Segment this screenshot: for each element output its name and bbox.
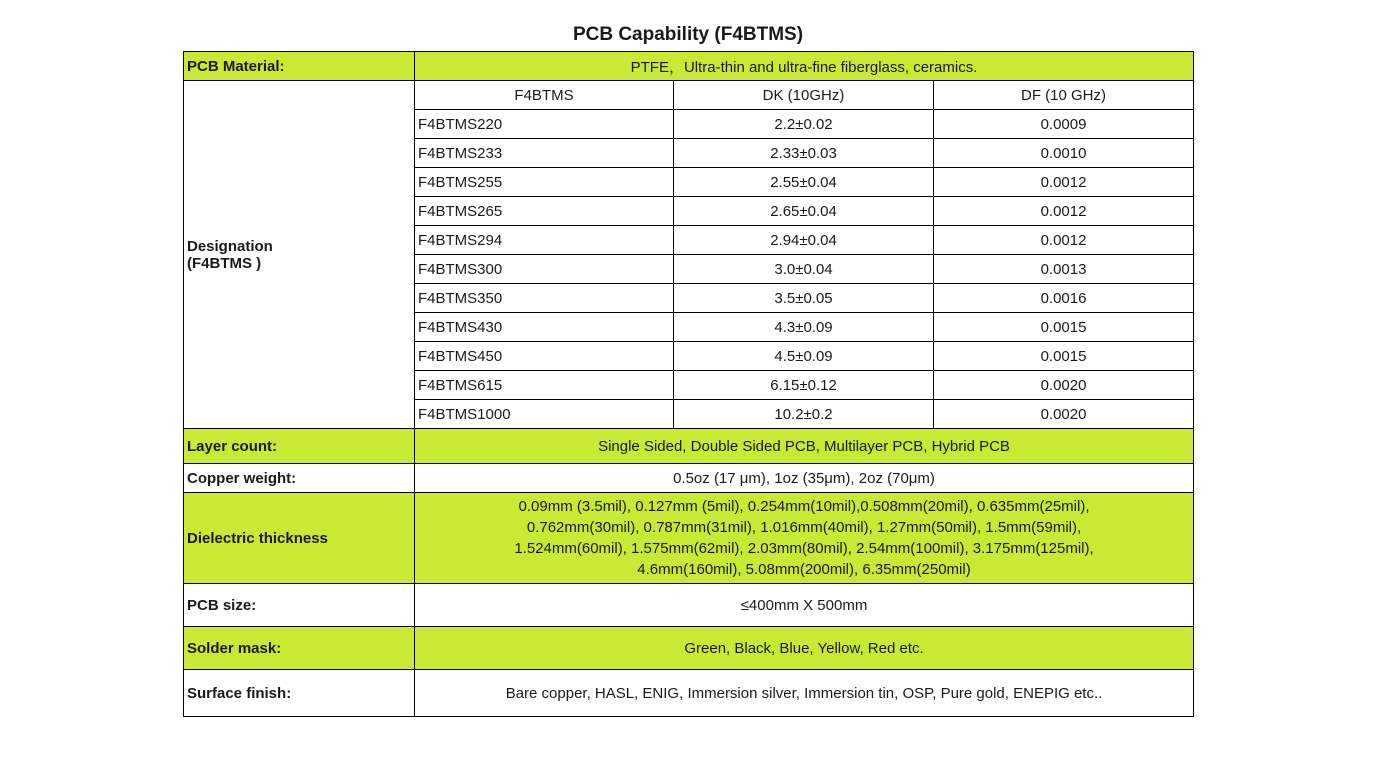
row-surface-finish xyxy=(184,670,1194,717)
df-cell: 0.0013 xyxy=(934,255,1194,284)
row-solder-mask xyxy=(184,627,1194,670)
dk-cell: 2.55±0.04 xyxy=(674,168,934,197)
grade-cell: F4BTMS1000 xyxy=(415,400,674,429)
material-value: PTFE，Ultra-thin and ultra-fine fiberglass, ceramics. xyxy=(415,52,1194,81)
page-title: PCB Capability (F4BTMS) xyxy=(572,24,804,45)
dk-cell: 6.15±0.12 xyxy=(674,371,934,400)
material-label: PCB Material: xyxy=(184,52,415,81)
dielectric-line: 4.6mm(160mil), 5.08mm(200mil), 6.35mm(250mil) xyxy=(637,561,971,578)
row-copper-weight xyxy=(184,464,1194,493)
dk-cell: 2.33±0.03 xyxy=(674,139,934,168)
copper-weight-value: 0.5oz (17 μm), 1oz (35μm), 2oz (70μm) xyxy=(415,464,1194,493)
dielectric-line: 0.09mm (3.5mil), 0.127mm (5mil), 0.254mm(10mil),0.508mm(20mil), 0.635mm(25mil), xyxy=(518,498,1090,515)
row-material xyxy=(184,52,1194,81)
grade-cell: F4BTMS265 xyxy=(415,197,674,226)
df-cell: 0.0015 xyxy=(934,313,1194,342)
dk-cell: 4.5±0.09 xyxy=(674,342,934,371)
solder-mask-label: Solder mask: xyxy=(184,627,415,670)
df-cell: 0.0016 xyxy=(934,284,1194,313)
copper-weight-label: Copper weight: xyxy=(184,464,415,493)
grade-cell: F4BTMS350 xyxy=(415,284,674,313)
pcb-size-label: PCB size: xyxy=(184,584,415,627)
dk-cell: 3.5±0.05 xyxy=(674,284,934,313)
dk-cell: 10.2±0.2 xyxy=(674,400,934,429)
pcb-size-value: ≤400mm X 500mm xyxy=(415,584,1194,627)
grade-cell: F4BTMS615 xyxy=(415,371,674,400)
dielectric-line: 0.762mm(30mil), 0.787mm(31mil), 1.016mm(40mil), 1.27mm(50mil), 1.5mm(59mil), xyxy=(526,519,1082,536)
dielectric-label: Dielectric thickness xyxy=(184,493,415,584)
dielectric-line: 1.524mm(60mil), 1.575mm(62mil), 2.03mm(80mil), 2.54mm(100mil), 3.175mm(125mil), xyxy=(514,540,1094,557)
designation-label xyxy=(184,81,415,429)
col-header-dk: DK (10GHz) xyxy=(674,81,934,110)
df-cell: 0.0009 xyxy=(934,110,1194,139)
df-cell: 0.0020 xyxy=(934,371,1194,400)
row-dielectric xyxy=(184,493,1194,584)
designation-header-row xyxy=(184,81,1194,110)
grade-cell: F4BTMS430 xyxy=(415,313,674,342)
df-cell: 0.0012 xyxy=(934,197,1194,226)
surface-finish-value: Bare copper, HASL, ENIG, Immersion silver, Immersion tin, OSP, Pure gold, ENEPIG etc.. xyxy=(415,670,1194,717)
row-pcb-size xyxy=(184,584,1194,627)
layer-count-label: Layer count: xyxy=(184,429,415,464)
df-cell: 0.0015 xyxy=(934,342,1194,371)
layer-count-value: Single Sided, Double Sided PCB, Multilayer PCB, Hybrid PCB xyxy=(415,429,1194,464)
grade-cell: F4BTMS255 xyxy=(415,168,674,197)
df-cell: 0.0012 xyxy=(934,226,1194,255)
dk-cell: 2.2±0.02 xyxy=(674,110,934,139)
dk-cell: 2.94±0.04 xyxy=(674,226,934,255)
grade-cell: F4BTMS233 xyxy=(415,139,674,168)
dk-cell: 4.3±0.09 xyxy=(674,313,934,342)
df-cell: 0.0010 xyxy=(934,139,1194,168)
designation-label-line2: (F4BTMS ) xyxy=(187,254,262,272)
col-header-grade: F4BTMS xyxy=(415,81,674,110)
grade-cell: F4BTMS300 xyxy=(415,255,674,284)
grade-cell: F4BTMS294 xyxy=(415,226,674,255)
grade-cell: F4BTMS220 xyxy=(415,110,674,139)
capability-table xyxy=(183,51,1194,717)
col-header-df: DF (10 GHz) xyxy=(934,81,1194,110)
df-cell: 0.0020 xyxy=(934,400,1194,429)
dk-cell: 3.0±0.04 xyxy=(674,255,934,284)
designation-label-line1: Designation xyxy=(187,237,273,255)
solder-mask-value: Green, Black, Blue, Yellow, Red etc. xyxy=(415,627,1194,670)
surface-finish-label: Surface finish: xyxy=(184,670,415,717)
df-cell: 0.0012 xyxy=(934,168,1194,197)
row-layer-count xyxy=(184,429,1194,464)
dielectric-value xyxy=(415,493,1194,584)
grade-cell: F4BTMS450 xyxy=(415,342,674,371)
dk-cell: 2.65±0.04 xyxy=(674,197,934,226)
